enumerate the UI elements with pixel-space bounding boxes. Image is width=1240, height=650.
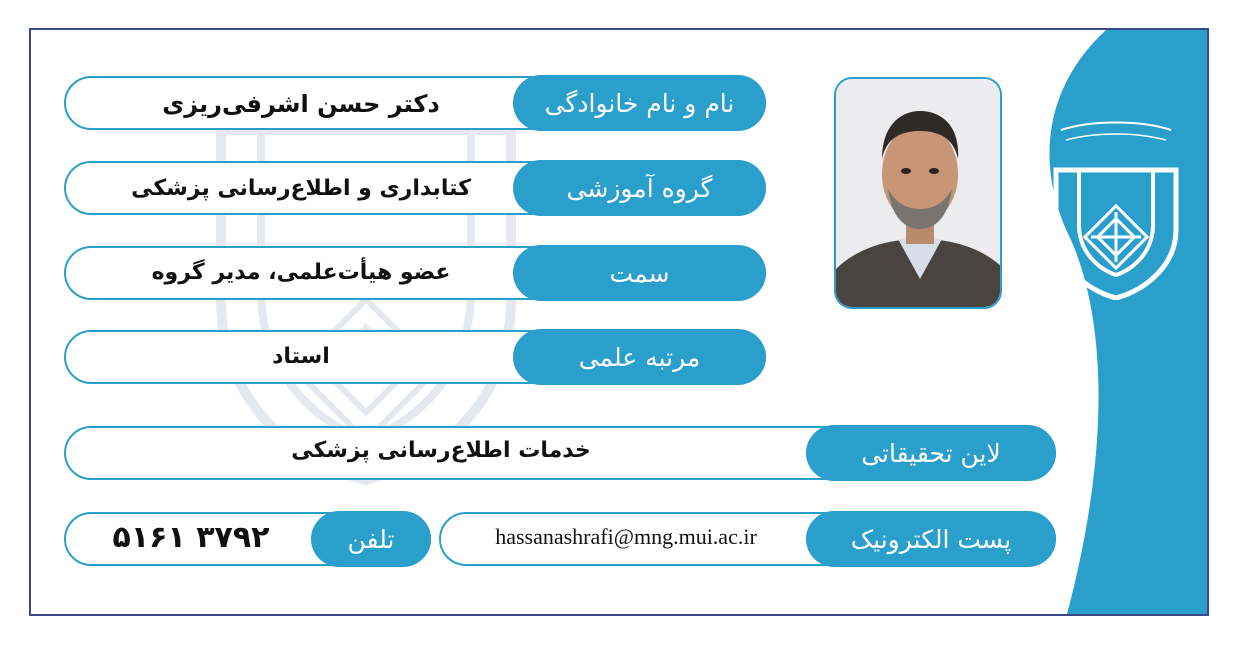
university-shield-logo-icon (1051, 100, 1181, 300)
rank-label: مرتبه علمی (513, 329, 766, 385)
name-label: نام و نام خانوادگی (513, 75, 766, 131)
phone-label: تلفن (311, 511, 431, 567)
profile-card (29, 28, 1209, 616)
group-value: کتابداری و اطلاع‌رسانی پزشکی (131, 176, 471, 201)
profile-photo (834, 77, 1002, 309)
group-label: گروه آموزشی (513, 160, 766, 216)
position-label: سمت (513, 245, 766, 301)
research-value: خدمات اطلاع‌رسانی پزشکی (291, 438, 591, 463)
email-value: hassanashrafi@mng.mui.ac.ir (495, 524, 757, 549)
research-label: لاین تحقیقاتی (806, 425, 1056, 481)
profile-photo-icon (836, 79, 1002, 309)
phone-value: ۳۷۹۲ ۵۱۶۱ (112, 520, 270, 555)
email-label: پست الکترونیک (806, 511, 1056, 567)
position-value: عضو هیأت‌علمی، مدیر گروه (151, 260, 451, 285)
name-value: دکتر حسن اشرفی‌ریزی (162, 90, 440, 118)
rank-value: استاد (272, 344, 330, 369)
